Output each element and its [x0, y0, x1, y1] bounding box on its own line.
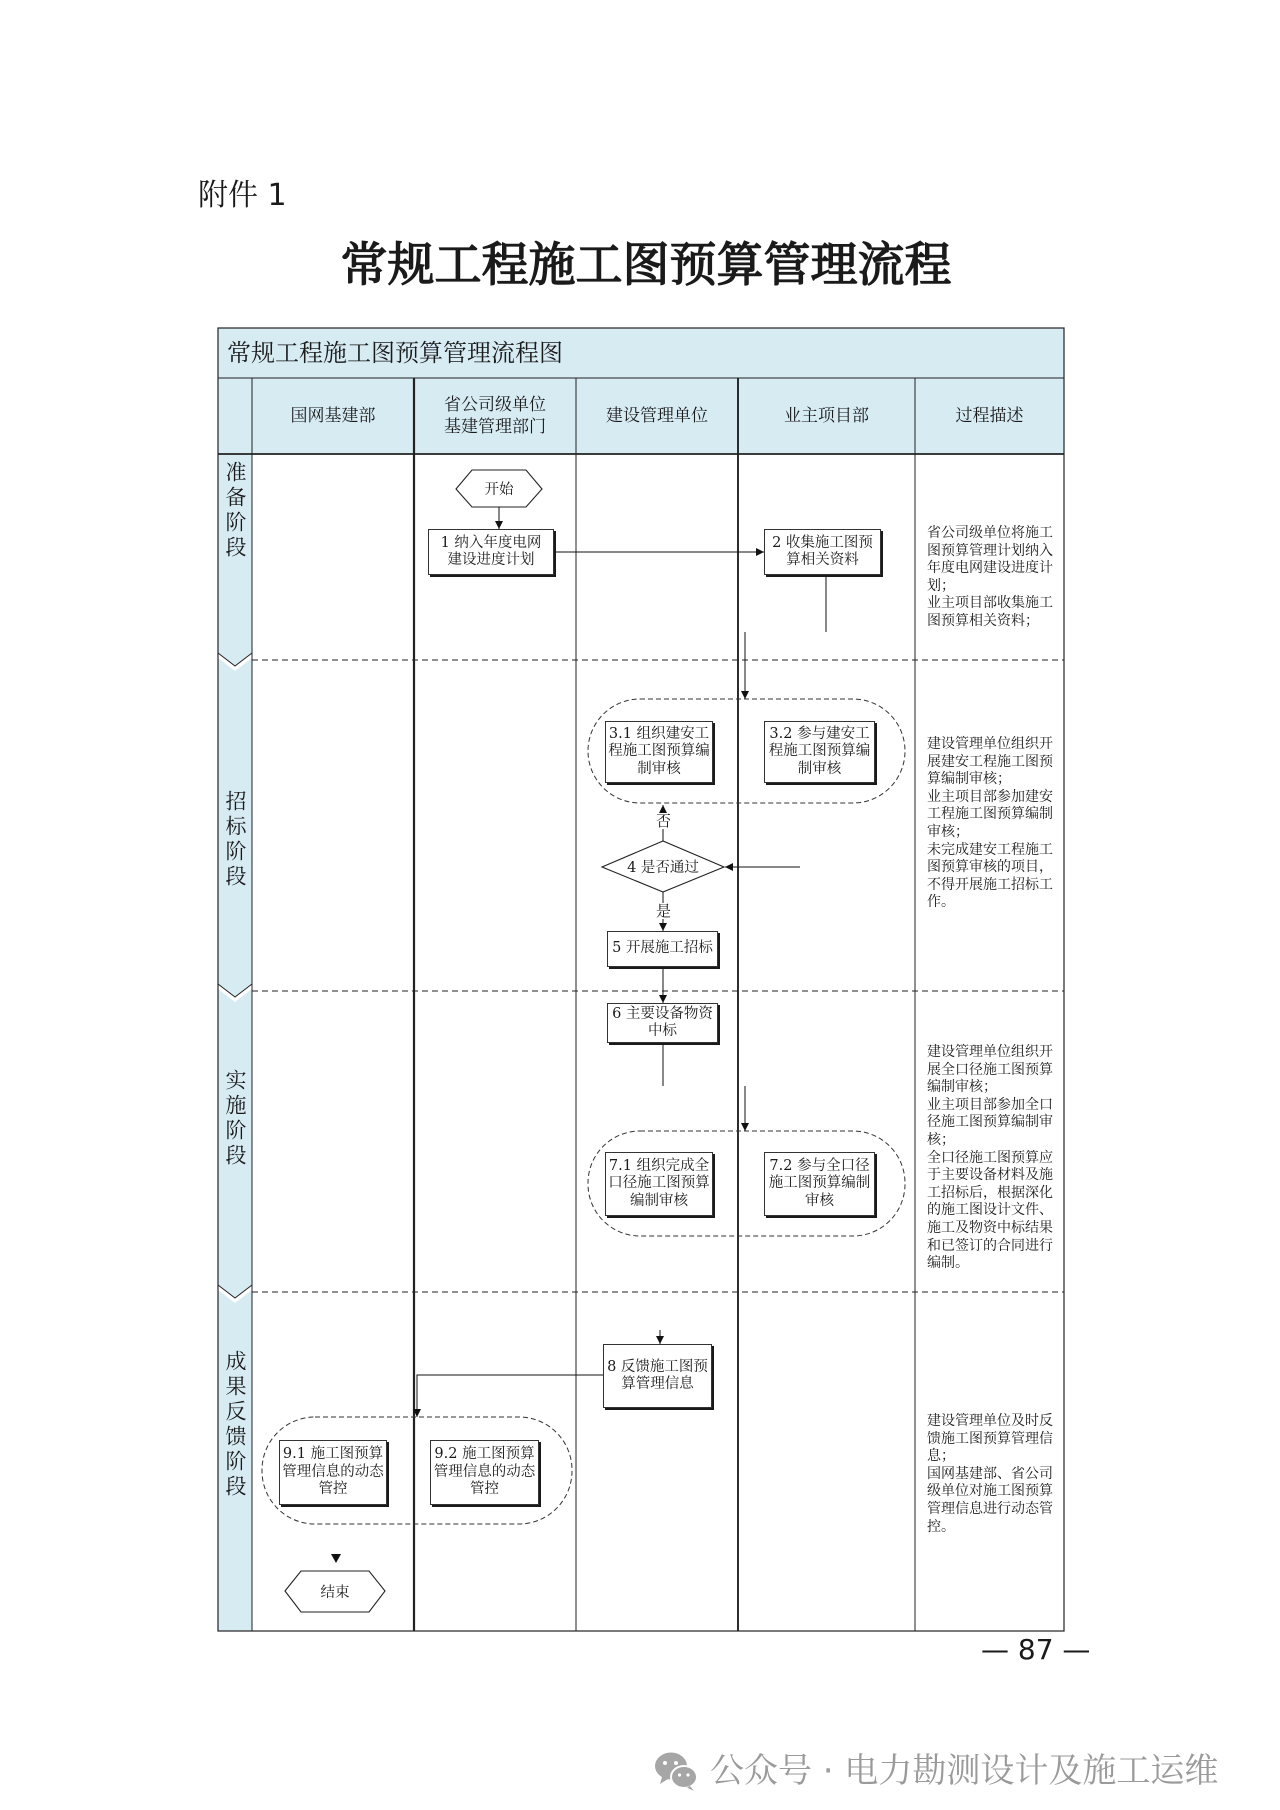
page-title: 常规工程施工图预算管理流程 [340, 238, 952, 293]
decision-4-label: 4 是否通过 [627, 860, 699, 876]
node-3-2 [764, 721, 875, 783]
node-3-1-label: 3.1 组织建安工 程施工图预算编 制审核 [608, 725, 710, 777]
end-label: 结束 [320, 1585, 350, 1601]
node-6 [607, 1003, 718, 1043]
node-9-2-label: 9.2 施工图预算 管理信息的动态 管控 [433, 1446, 536, 1498]
stage-label-implementation: 实施阶段 [223, 1069, 247, 1169]
attachment-label: 附件 1 [198, 178, 287, 213]
stage-label-preparation: 准备阶段 [223, 461, 247, 561]
node-8 [603, 1344, 712, 1408]
node-9-2 [430, 1440, 539, 1505]
edge-to-end-arrowhead [331, 1554, 341, 1563]
node-1 [428, 529, 554, 575]
node-5 [607, 931, 718, 967]
node-8-label: 8 反馈施工图预 算管理信息 [607, 1358, 708, 1392]
description-implementation: 建设管理单位组织开 展全口径施工图预算 编制审核； 业主项目部参加全口 径施工图预算编制审 核； 全口径施工图预算应 于主要设备材料及施 工招标后，根据深化 的施工图设计文件、 施工及物资中标结果 和已签订的合同进行 编制。 [927, 1044, 1053, 1272]
node-6-label: 6 主要设备物资 中标 [612, 1005, 713, 1039]
node-7-1-label: 7.1 组织完成全 口径施工图预算 编制审核 [608, 1157, 710, 1209]
node-2 [764, 529, 881, 575]
node-9-1-label: 9.1 施工图预算 管理信息的动态 管控 [282, 1446, 384, 1498]
column-header-construction-mgmt: 建设管理单位 [606, 406, 708, 426]
node-9-1 [279, 1440, 387, 1505]
edge-label-no: 否 [656, 812, 672, 830]
start-label: 开始 [484, 482, 514, 498]
column-header-hq: 国网基建部 [290, 406, 376, 426]
watermark-text: 公众号 · 电力勘测设计及施工运维 [710, 1751, 1219, 1791]
node-7-1 [605, 1152, 713, 1216]
node-3-2-label: 3.2 参与建安工 程施工图预算编 制审核 [768, 725, 871, 777]
node-7-2-label: 7.2 参与全口径 施工图预算编制 审核 [768, 1157, 871, 1209]
node-5-label: 5 开展施工招标 [612, 940, 713, 957]
stage-label-bidding: 招标阶段 [223, 790, 247, 890]
node-2-label: 2 收集施工图预 算相关资料 [772, 534, 873, 568]
description-preparation: 省公司级单位将施工 图预算管理计划纳入 年度电网建设进度计 划； 业主项目部收集施工 图预算相关资料； [927, 525, 1053, 629]
edge-8-to-group-9 [417, 1375, 603, 1417]
description-feedback: 建设管理单位及时反 馈施工图预算管理信 息； 国网基建部、省公司 级单位对施工图预算 管理信息进行动态管 控。 [927, 1413, 1053, 1535]
node-1-label: 1 纳入年度电网 建设进度计划 [440, 534, 542, 568]
column-header-owner-project: 业主项目部 [784, 406, 869, 426]
page-number: — 87 — [981, 1633, 1091, 1666]
edge-label-yes: 是 [656, 902, 672, 920]
diagram-caption: 常规工程施工图预算管理流程图 [227, 339, 563, 367]
node-3-1 [605, 721, 713, 783]
wechat-icon [654, 1751, 698, 1792]
stage-label-feedback: 成果反馈阶段 [223, 1350, 247, 1500]
node-7-2 [764, 1152, 875, 1216]
column-header-province: 省公司级单位 基建管理部门 [444, 395, 546, 437]
description-bidding: 建设管理单位组织开 展建安工程施工图预 算编制审核； 业主项目部参加建安 工程施工图预算编制 审核； 未完成建安工程施工 图预算审核的项目， 不得开展施工招标工 作。 [927, 736, 1053, 911]
column-header-description: 过程描述 [955, 406, 1024, 426]
